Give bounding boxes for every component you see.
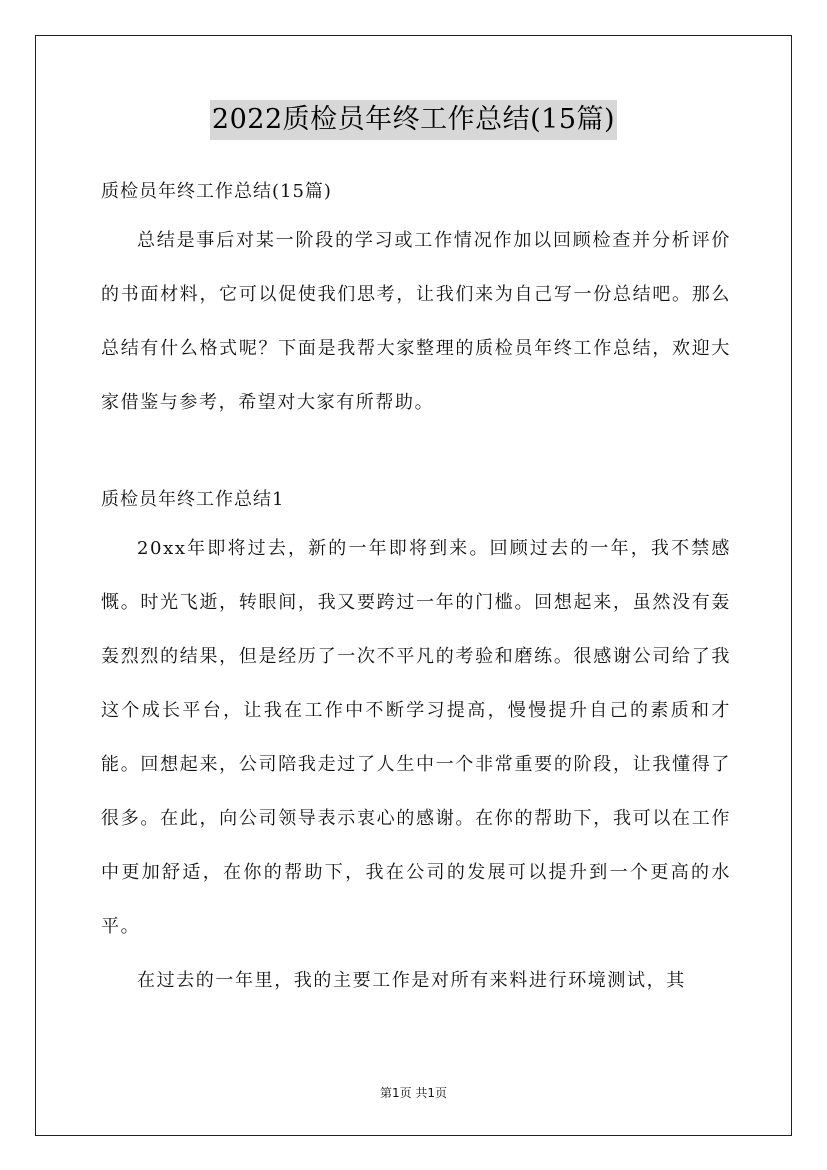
document-subtitle: 质检员年终工作总结(15篇) <box>101 181 332 202</box>
section-heading: 质检员年终工作总结1 <box>101 489 285 510</box>
document-body <box>101 170 731 1008</box>
page-footer: 第1页 共1页 <box>379 1086 448 1100</box>
document-title: 2022质检员年终工作总结(15篇) <box>210 100 617 140</box>
intro-paragraph: 总结是事后对某一阶段的学习或工作情况作加以回顾检查并分析评价的书面材料，它可以促使我们思考，让我们来为自己写一份总结吧。那么总结有什么格式呢？下面是我帮大家整理的质检员年终工作总结，欢迎大家借鉴与参考，希望对大家有所帮助。 <box>101 230 731 413</box>
section-spacer <box>101 430 731 478</box>
section-paragraph-1: 20xx年即将过去，新的一年即将到来。回顾过去的一年，我不禁感慨。时光飞逝，转眼间，我又要跨过一年的门槛。回想起来，虽然没有轰轰烈烈的结果，但是经历了一次不平凡的考验和磨练。很感谢公司给了我这个成长平台，让我在工作中不断学习提高，慢慢提升自己的素质和才能。回想起来，公司陪我走过了人生中一个非常重要的阶段，让我懂得了很多。在此，向公司领导表示衷心的感谢。在你的帮助下，我可以在工作中更加舒适，在你的帮助下，我在公司的发展可以提升到一个更高的水平。 <box>101 538 731 937</box>
title-container <box>0 100 827 140</box>
section-paragraph-2: 在过去的一年里，我的主要工作是对所有来料进行环境测试，其 <box>137 970 686 991</box>
